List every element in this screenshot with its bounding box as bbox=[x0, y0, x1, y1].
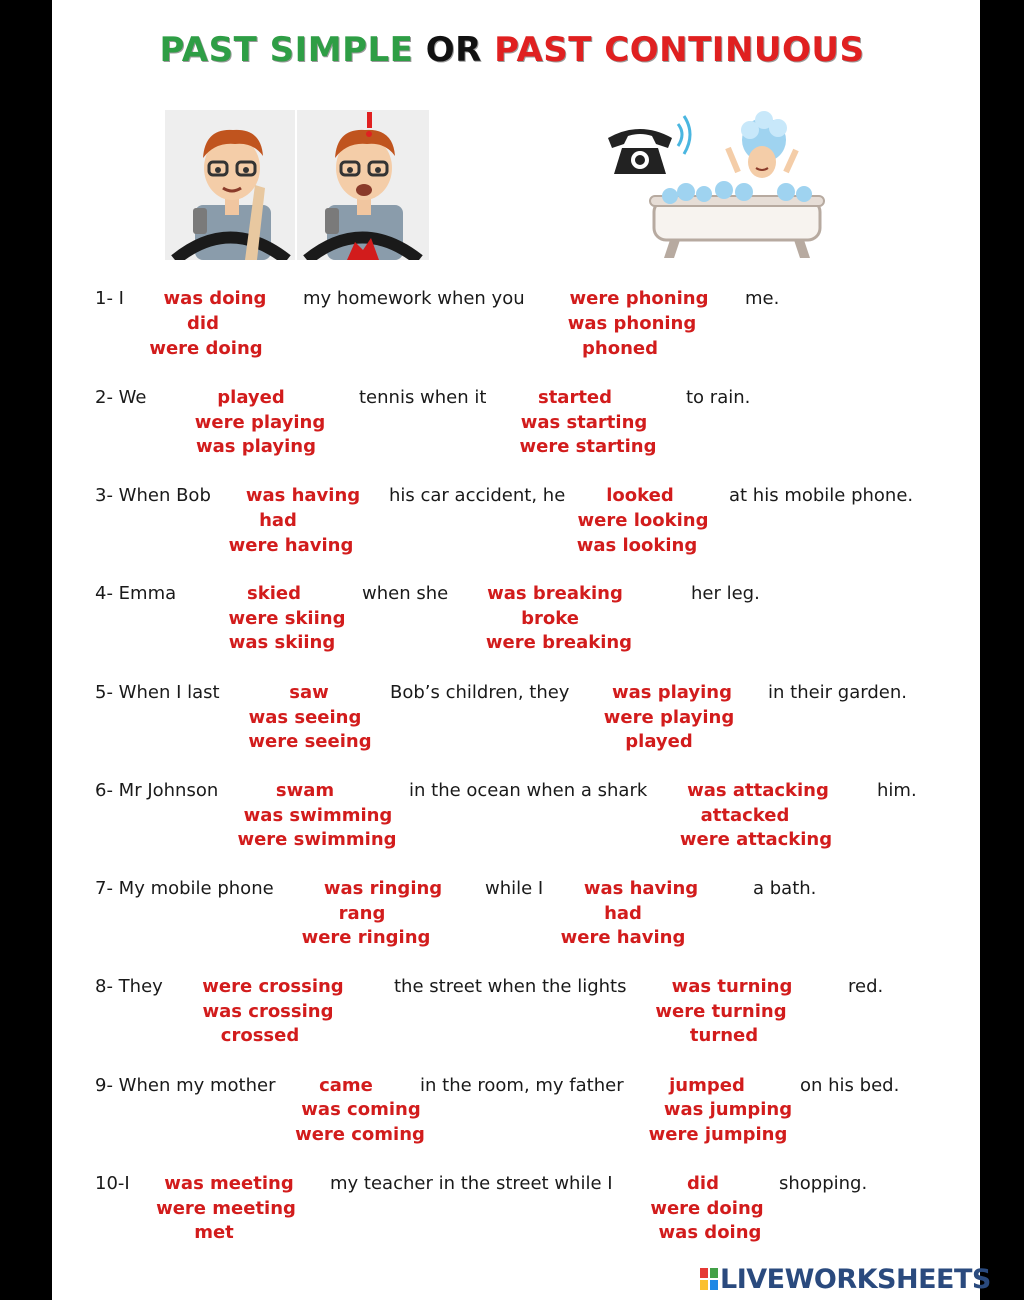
answer-option[interactable]: came bbox=[319, 1075, 373, 1096]
question-number: 9- When my mother bbox=[95, 1075, 276, 1096]
answer-option[interactable]: were having bbox=[560, 927, 686, 948]
question-number: 3- When Bob bbox=[95, 485, 211, 506]
answer-option[interactable]: had bbox=[259, 510, 297, 531]
answer-option[interactable]: were playing bbox=[603, 707, 735, 728]
logo-text: LIVEWORKSHEETS bbox=[720, 1264, 991, 1295]
answer-option[interactable]: was ringing bbox=[323, 878, 443, 899]
girl-in-bubble-bath-illustration bbox=[650, 111, 824, 258]
answer-option[interactable]: were crossing bbox=[202, 976, 344, 997]
answer-option[interactable]: met bbox=[194, 1222, 234, 1243]
question-text: tennis when it bbox=[359, 387, 487, 408]
question-text: while I bbox=[485, 878, 544, 899]
answer-option[interactable]: were phoning bbox=[569, 288, 709, 309]
question-text: me. bbox=[745, 288, 780, 309]
answer-option[interactable]: was meeting bbox=[164, 1173, 294, 1194]
question-number: 10-I bbox=[95, 1173, 130, 1194]
answer-option[interactable]: crossed bbox=[220, 1025, 300, 1046]
answer-option[interactable]: were doing bbox=[149, 338, 263, 359]
answer-option[interactable]: were skiing bbox=[228, 608, 346, 629]
answer-option[interactable]: rang bbox=[338, 903, 386, 924]
answer-option[interactable]: were ringing bbox=[301, 927, 431, 948]
answer-option[interactable]: was starting bbox=[520, 412, 648, 433]
title-part-past-simple: PAST SIMPLE bbox=[159, 30, 414, 70]
answer-option[interactable]: was skiing bbox=[228, 632, 336, 653]
liveworksheets-logo[interactable] bbox=[700, 1264, 991, 1295]
answer-option[interactable]: was playing bbox=[195, 436, 317, 457]
page-title bbox=[0, 30, 1024, 70]
phone-and-bath-illustrations bbox=[600, 100, 830, 262]
answer-option[interactable]: did bbox=[187, 313, 219, 334]
answer-option[interactable]: phoned bbox=[582, 338, 658, 359]
question-text: to rain. bbox=[686, 387, 751, 408]
answer-option[interactable]: was swimming bbox=[243, 805, 393, 826]
question-text: in the ocean when a shark bbox=[409, 780, 648, 801]
answer-option[interactable]: were attacking bbox=[679, 829, 833, 850]
answer-option[interactable]: played bbox=[217, 387, 285, 408]
answer-option[interactable]: jumped bbox=[669, 1075, 745, 1096]
question-text: Bob’s children, they bbox=[390, 682, 570, 703]
answer-option[interactable]: were having bbox=[228, 535, 354, 556]
answer-option[interactable]: was attacking bbox=[687, 780, 829, 801]
question-number: 7- My mobile phone bbox=[95, 878, 274, 899]
answer-option[interactable]: was looking bbox=[576, 535, 698, 556]
question-text: red. bbox=[848, 976, 884, 997]
answer-option[interactable]: was seeing bbox=[248, 707, 362, 728]
answer-option[interactable]: was crossing bbox=[202, 1001, 334, 1022]
question-text: shopping. bbox=[779, 1173, 868, 1194]
answer-option[interactable]: were seeing bbox=[248, 731, 372, 752]
answer-option[interactable]: was doing bbox=[658, 1222, 762, 1243]
answer-option[interactable]: was doing bbox=[163, 288, 267, 309]
question-number: 6- Mr Johnson bbox=[95, 780, 219, 801]
question-number: 2- We bbox=[95, 387, 147, 408]
answer-option[interactable]: was coming bbox=[301, 1099, 421, 1120]
answer-option[interactable]: were doing bbox=[650, 1198, 764, 1219]
answer-option[interactable]: was breaking bbox=[487, 583, 623, 604]
answer-option[interactable]: was playing bbox=[611, 682, 733, 703]
question-number: 4- Emma bbox=[95, 583, 177, 604]
question-text: the street when the lights bbox=[394, 976, 627, 997]
answer-option[interactable]: were coming bbox=[295, 1124, 425, 1145]
answer-option[interactable]: had bbox=[604, 903, 642, 924]
answer-option[interactable]: broke bbox=[521, 608, 579, 629]
question-text: my homework when you bbox=[303, 288, 525, 309]
question-text: on his bed. bbox=[800, 1075, 900, 1096]
man-driving-looking-at-phone-illustration bbox=[165, 110, 295, 260]
answer-option[interactable]: were starting bbox=[519, 436, 657, 457]
answer-option[interactable]: were meeting bbox=[156, 1198, 296, 1219]
question-text: his car accident, he bbox=[389, 485, 566, 506]
liveworksheets-logo-icon bbox=[700, 1268, 718, 1290]
answer-option[interactable]: saw bbox=[289, 682, 329, 703]
title-part-past-continuous: PAST CONTINUOUS bbox=[494, 30, 865, 70]
answer-option[interactable]: swam bbox=[275, 780, 335, 801]
answer-option[interactable]: were breaking bbox=[485, 632, 633, 653]
title-part-or: OR bbox=[425, 30, 482, 70]
answer-option[interactable]: attacked bbox=[700, 805, 790, 826]
ringing-telephone-illustration bbox=[608, 116, 690, 174]
question-number: 5- When I last bbox=[95, 682, 220, 703]
driving-illustrations bbox=[165, 110, 429, 260]
answer-option[interactable]: were turning bbox=[655, 1001, 787, 1022]
question-text: at his mobile phone. bbox=[729, 485, 914, 506]
answer-option[interactable]: skied bbox=[247, 583, 301, 604]
answer-option[interactable]: did bbox=[687, 1173, 719, 1194]
question-text: her leg. bbox=[691, 583, 760, 604]
answer-option[interactable]: was having bbox=[583, 878, 699, 899]
answer-option[interactable]: turned bbox=[689, 1025, 759, 1046]
answer-option[interactable]: was turning bbox=[671, 976, 793, 997]
man-car-crash-illustration bbox=[297, 110, 429, 260]
question-text: my teacher in the street while I bbox=[330, 1173, 613, 1194]
answer-option[interactable]: was jumping bbox=[663, 1099, 793, 1120]
question-number: 8- They bbox=[95, 976, 163, 997]
answer-option[interactable]: were looking bbox=[577, 510, 709, 531]
answer-option[interactable]: played bbox=[625, 731, 693, 752]
answer-option[interactable]: started bbox=[537, 387, 613, 408]
answer-option[interactable]: was having bbox=[245, 485, 361, 506]
question-text: a bath. bbox=[753, 878, 817, 899]
answer-option[interactable]: was phoning bbox=[567, 313, 697, 334]
answer-option[interactable]: were jumping bbox=[648, 1124, 788, 1145]
question-text: in the room, my father bbox=[420, 1075, 624, 1096]
answer-option[interactable]: were playing bbox=[194, 412, 326, 433]
answer-option[interactable]: were swimming bbox=[237, 829, 397, 850]
question-text: when she bbox=[362, 583, 449, 604]
question-text: him. bbox=[877, 780, 917, 801]
question-text: in their garden. bbox=[768, 682, 907, 703]
question-number: 1- I bbox=[95, 288, 124, 309]
answer-option[interactable]: looked bbox=[606, 485, 674, 506]
